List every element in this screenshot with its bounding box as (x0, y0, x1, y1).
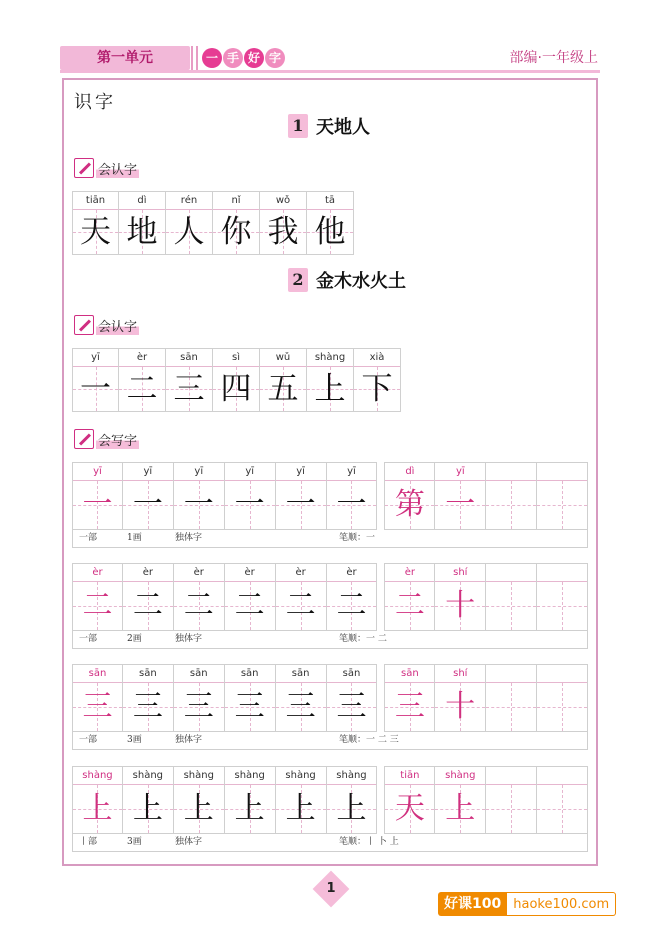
structure: 独体字 (175, 735, 203, 745)
recognize-grid-2 (72, 348, 401, 412)
pinyin: tiān (73, 192, 118, 210)
pinyin: shàng (307, 349, 353, 367)
stroke-count: 3画 (127, 735, 142, 745)
pinyin: yī (225, 463, 275, 481)
practice-cell (276, 563, 327, 631)
word-cell (384, 462, 435, 530)
logo-char: 字 (265, 48, 285, 68)
pinyin: èr (385, 564, 434, 582)
pinyin: yī (174, 463, 224, 481)
hanzi: 天 (80, 214, 111, 250)
practice-cell (174, 766, 225, 834)
pinyin: sān (276, 665, 326, 683)
unit-tab (60, 46, 190, 70)
pinyin: yī (73, 463, 122, 481)
label-text: 会认字 (96, 159, 139, 178)
pinyin: èr (276, 564, 326, 582)
word-cell (435, 563, 486, 631)
practice-cell (123, 563, 174, 631)
hanzi: 一 (82, 487, 113, 522)
char-cell (166, 191, 213, 255)
write-block (72, 563, 588, 649)
hanzi: 二 (82, 588, 113, 623)
watermark-brand: 好课100 (438, 892, 507, 916)
label-text: 会认字 (96, 316, 139, 335)
practice-cell (327, 462, 378, 530)
pinyin: yī (123, 463, 173, 481)
practice-cell (327, 766, 378, 834)
stroke-order: 笔顺：一 (339, 533, 376, 543)
hanzi: 人 (173, 214, 205, 250)
logo-char: 手 (223, 48, 243, 68)
word-cell (384, 766, 435, 834)
pinyin: yī (327, 463, 377, 481)
practice-cell (123, 462, 174, 530)
lesson-number: 1 (288, 114, 308, 138)
hanzi: 一 (336, 487, 367, 522)
pinyin: sān (166, 349, 212, 367)
char-cell (119, 348, 166, 412)
radical: 一部 (79, 735, 98, 745)
structure: 独体字 (175, 634, 203, 644)
pinyin: shàng (327, 767, 377, 785)
char-cell (72, 348, 119, 412)
radical: 丨部 (79, 837, 98, 847)
stroke-count: 2画 (127, 634, 142, 644)
practice-cell (276, 462, 327, 530)
char-info (72, 530, 588, 548)
hanzi: 二 (126, 371, 158, 407)
pinyin: shàng (276, 767, 326, 785)
pinyin: rén (166, 192, 212, 210)
structure: 独体字 (175, 837, 203, 847)
pinyin: wǒ (260, 192, 306, 210)
char-cell (72, 191, 119, 255)
pinyin: nǐ (213, 192, 259, 210)
char-cell (260, 191, 307, 255)
watermark (438, 892, 616, 916)
section-title: 识字 (74, 92, 116, 113)
hanzi: 三 (82, 689, 113, 724)
label-text: 会写字 (96, 430, 139, 449)
watermark-url: haoke100.com (507, 892, 616, 916)
hanzi: 你 (220, 214, 252, 250)
char-cell (260, 348, 307, 412)
practice-cell (174, 664, 225, 732)
pinyin: èr (327, 564, 377, 582)
pinyin: tā (307, 192, 353, 210)
practice-cell (327, 664, 378, 732)
empty-cell (486, 766, 537, 834)
char-info (72, 732, 588, 750)
lesson-title: 金木水火土 (316, 271, 406, 292)
char-cell (307, 348, 354, 412)
hanzi: 二 (336, 588, 367, 623)
write-block (72, 664, 588, 750)
hanzi: 一 (234, 487, 265, 522)
empty-cell (537, 664, 588, 732)
practice-cell (225, 766, 276, 834)
pinyin: yī (73, 349, 118, 367)
hanzi: 上 (132, 791, 163, 826)
practice-cell (174, 563, 225, 631)
hanzi: 二 (183, 588, 214, 623)
practice-cell (123, 664, 174, 732)
pinyin: shí (435, 665, 485, 683)
hanzi: 四 (220, 371, 252, 407)
hanzi: 五 (267, 371, 299, 407)
pinyin: èr (174, 564, 224, 582)
empty-cell (537, 563, 588, 631)
pinyin: shí (435, 564, 485, 582)
hanzi: 天 (394, 791, 425, 826)
hanzi: 三 (234, 689, 265, 724)
model-cell (72, 664, 123, 732)
hanzi: 三 (183, 689, 214, 724)
hanzi: 十 (445, 689, 476, 724)
hanzi: 下 (361, 371, 393, 407)
hanzi: 上 (314, 371, 346, 407)
hanzi: 上 (183, 791, 214, 826)
model-cell (72, 462, 123, 530)
pinyin: shàng (225, 767, 275, 785)
recognize-label-2 (74, 313, 139, 337)
pinyin: yī (276, 463, 326, 481)
hanzi: 一 (445, 487, 476, 522)
hanzi: 三 (132, 689, 163, 724)
word-cell (435, 766, 486, 834)
hanzi: 一 (80, 371, 111, 407)
hanzi: 三 (285, 689, 316, 724)
pinyin: èr (119, 349, 165, 367)
pinyin: shàng (435, 767, 485, 785)
pinyin: xià (354, 349, 400, 367)
pinyin: sān (327, 665, 377, 683)
hanzi: 上 (445, 791, 476, 826)
page-number: 1 (326, 881, 336, 896)
practice-cell (174, 462, 225, 530)
hanzi: 二 (234, 588, 265, 623)
empty-cell (486, 664, 537, 732)
hanzi: 上 (82, 791, 113, 826)
empty-cell (486, 563, 537, 631)
recognize-label-1 (74, 156, 139, 180)
recognize-grid-1 (72, 191, 354, 255)
word-cell (435, 664, 486, 732)
hanzi: 三 (394, 689, 425, 724)
practice-cell (276, 766, 327, 834)
hanzi: 二 (132, 588, 163, 623)
practice-cell (123, 766, 174, 834)
edition-label: 部编·一年级上 (509, 50, 598, 66)
pinyin: shàng (123, 767, 173, 785)
hanzi: 一 (285, 487, 316, 522)
model-cell (72, 766, 123, 834)
char-cell (213, 191, 260, 255)
word-cell (435, 462, 486, 530)
book-logo (202, 46, 286, 70)
pinyin: wǔ (260, 349, 306, 367)
word-cell (384, 563, 435, 631)
stroke-order: 笔顺：丨 卜 上 (339, 837, 399, 847)
header-divider (190, 46, 200, 70)
lesson-title: 天地人 (316, 117, 370, 138)
empty-cell (537, 766, 588, 834)
stroke-order: 笔顺：一 二 三 (339, 735, 399, 745)
logo-char: 好 (244, 48, 264, 68)
hanzi: 十 (445, 588, 476, 623)
char-cell (213, 348, 260, 412)
hanzi: 第 (394, 487, 425, 522)
header-rule (60, 70, 600, 73)
lesson-number: 2 (288, 268, 308, 292)
pencil-icon (74, 315, 94, 335)
hanzi: 二 (394, 588, 425, 623)
pinyin: èr (73, 564, 122, 582)
model-cell (72, 563, 123, 631)
hanzi: 上 (285, 791, 316, 826)
pencil-icon (74, 429, 94, 449)
lesson-heading-2 (288, 266, 406, 294)
pinyin: shàng (174, 767, 224, 785)
pinyin: sān (123, 665, 173, 683)
hanzi: 上 (234, 791, 265, 826)
pinyin: sān (73, 665, 122, 683)
char-info (72, 631, 588, 649)
pinyin: sān (225, 665, 275, 683)
pinyin: shàng (73, 767, 122, 785)
practice-cell (276, 664, 327, 732)
empty-cell (537, 462, 588, 530)
pinyin: sān (174, 665, 224, 683)
practice-cell (225, 563, 276, 631)
pinyin: dì (385, 463, 434, 481)
stroke-count: 3画 (127, 837, 142, 847)
hanzi: 我 (267, 214, 299, 250)
hanzi: 地 (126, 214, 158, 250)
char-info (72, 834, 588, 852)
write-block (72, 462, 588, 548)
pinyin: yī (435, 463, 485, 481)
pinyin: dì (119, 192, 165, 210)
pinyin: sì (213, 349, 259, 367)
empty-cell (486, 462, 537, 530)
stroke-order: 笔顺：一 二 (339, 634, 387, 644)
practice-cell (225, 664, 276, 732)
pinyin: èr (225, 564, 275, 582)
practice-cell (327, 563, 378, 631)
practice-cell (225, 462, 276, 530)
pinyin: èr (123, 564, 173, 582)
hanzi: 他 (314, 214, 346, 250)
hanzi: 一 (183, 487, 214, 522)
char-cell (354, 348, 401, 412)
hanzi: 一 (132, 487, 163, 522)
unit-label: 第一单元 (97, 50, 153, 66)
write-label (74, 427, 139, 451)
hanzi: 上 (336, 791, 367, 826)
hanzi: 三 (336, 689, 367, 724)
pencil-icon (74, 158, 94, 178)
char-cell (307, 191, 354, 255)
hanzi: 三 (173, 371, 205, 407)
char-cell (119, 191, 166, 255)
write-block (72, 766, 588, 852)
structure: 独体字 (175, 533, 203, 543)
radical: 一部 (79, 533, 98, 543)
pinyin: tiān (385, 767, 434, 785)
pinyin: sān (385, 665, 434, 683)
char-cell (166, 348, 213, 412)
radical: 一部 (79, 634, 98, 644)
lesson-heading-1 (288, 112, 370, 140)
logo-char: 一 (202, 48, 222, 68)
stroke-count: 1画 (127, 533, 142, 543)
hanzi: 二 (285, 588, 316, 623)
word-cell (384, 664, 435, 732)
